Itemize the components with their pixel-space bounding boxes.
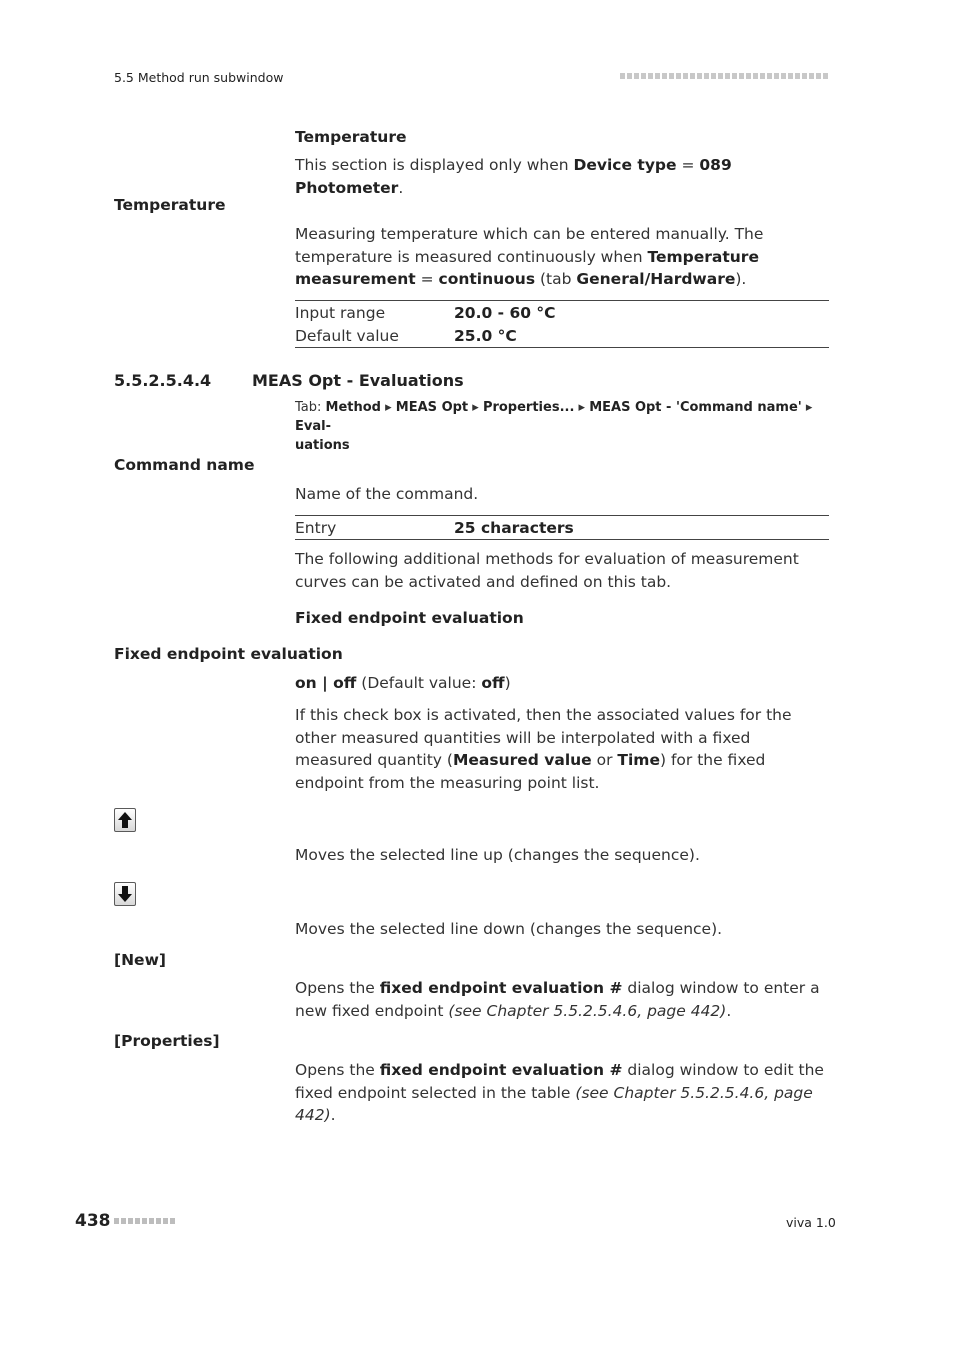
- new-button-term: [New]: [114, 951, 166, 969]
- section-number: 5.5.2.5.4.4: [114, 371, 212, 390]
- table-key: Input range: [295, 303, 386, 322]
- temperature-subheading: Temperature: [295, 128, 407, 146]
- fixed-endpoint-values: on | off (Default value: off): [295, 674, 511, 692]
- header-decoration: [620, 73, 828, 79]
- product-version: viva 1.0: [786, 1215, 836, 1230]
- breadcrumb: Tab: Method ▸ MEAS Opt ▸ Properties... ▸ MEAS Opt - 'Command name' ▸ Eval- uations: [295, 400, 813, 453]
- command-name-term: Command name: [114, 456, 255, 474]
- move-up-description: Moves the selected line up (changes the sequence).: [295, 846, 700, 864]
- table-value: 25.0 °C: [454, 326, 517, 345]
- arrow-down-glyph: [117, 885, 133, 903]
- table-row: [295, 324, 829, 347]
- new-button-description: Opens the fixed endpoint evaluation # dialog window to enter a new fixed endpoint (see Chapter 5.5.2.5.4.6, page 442).: [295, 979, 820, 1020]
- section-title: MEAS Opt - Evaluations: [252, 371, 464, 390]
- move-down-description: Moves the selected line down (changes the sequence).: [295, 920, 723, 938]
- arrow-up-glyph: [117, 811, 133, 829]
- table-key: Entry: [295, 518, 337, 537]
- running-header: 5.5 Method run subwindow: [114, 70, 284, 85]
- properties-button-description: Opens the fixed endpoint evaluation # dialog window to edit the fixed endpoint selected in the table (see Chapter 5.5.2.5.4.6, page 442).: [295, 1061, 824, 1124]
- fixed-endpoint-term: Fixed endpoint evaluation: [114, 645, 343, 663]
- evaluation-methods-intro: The following additional methods for evaluation of measurement curves can be activated and defined on this tab.: [295, 550, 799, 591]
- command-name-table: [295, 515, 829, 540]
- temperature-description: Measuring temperature which can be entered manually. The temperature is measured continuously when Temperature measurement = continuous (tab General/Hardware).: [295, 225, 764, 288]
- temperature-table: [295, 300, 829, 348]
- arrow-down-icon: [114, 882, 136, 906]
- table-key: Default value: [295, 326, 399, 345]
- properties-button-term: [Properties]: [114, 1032, 220, 1050]
- table-row: [295, 301, 829, 324]
- arrow-up-icon: [114, 808, 136, 832]
- fixed-endpoint-subheading: Fixed endpoint evaluation: [295, 609, 524, 627]
- footer-decoration: [114, 1218, 175, 1224]
- table-value: 20.0 - 60 °C: [454, 303, 556, 322]
- command-name-description: Name of the command.: [295, 485, 479, 503]
- table-row: [295, 516, 829, 539]
- fixed-endpoint-description: If this check box is activated, then the associated values for the other measured quantities will be interpolated with a fixed measured quantity (Measured value or Time) for the fixed endpoint from the measuring point list.: [295, 706, 792, 792]
- table-value: 25 characters: [454, 518, 574, 537]
- temperature-term: Temperature: [114, 196, 226, 214]
- temperature-intro: This section is displayed only when Device type = 089 Photometer.: [295, 156, 732, 197]
- page-number: 438: [75, 1211, 111, 1231]
